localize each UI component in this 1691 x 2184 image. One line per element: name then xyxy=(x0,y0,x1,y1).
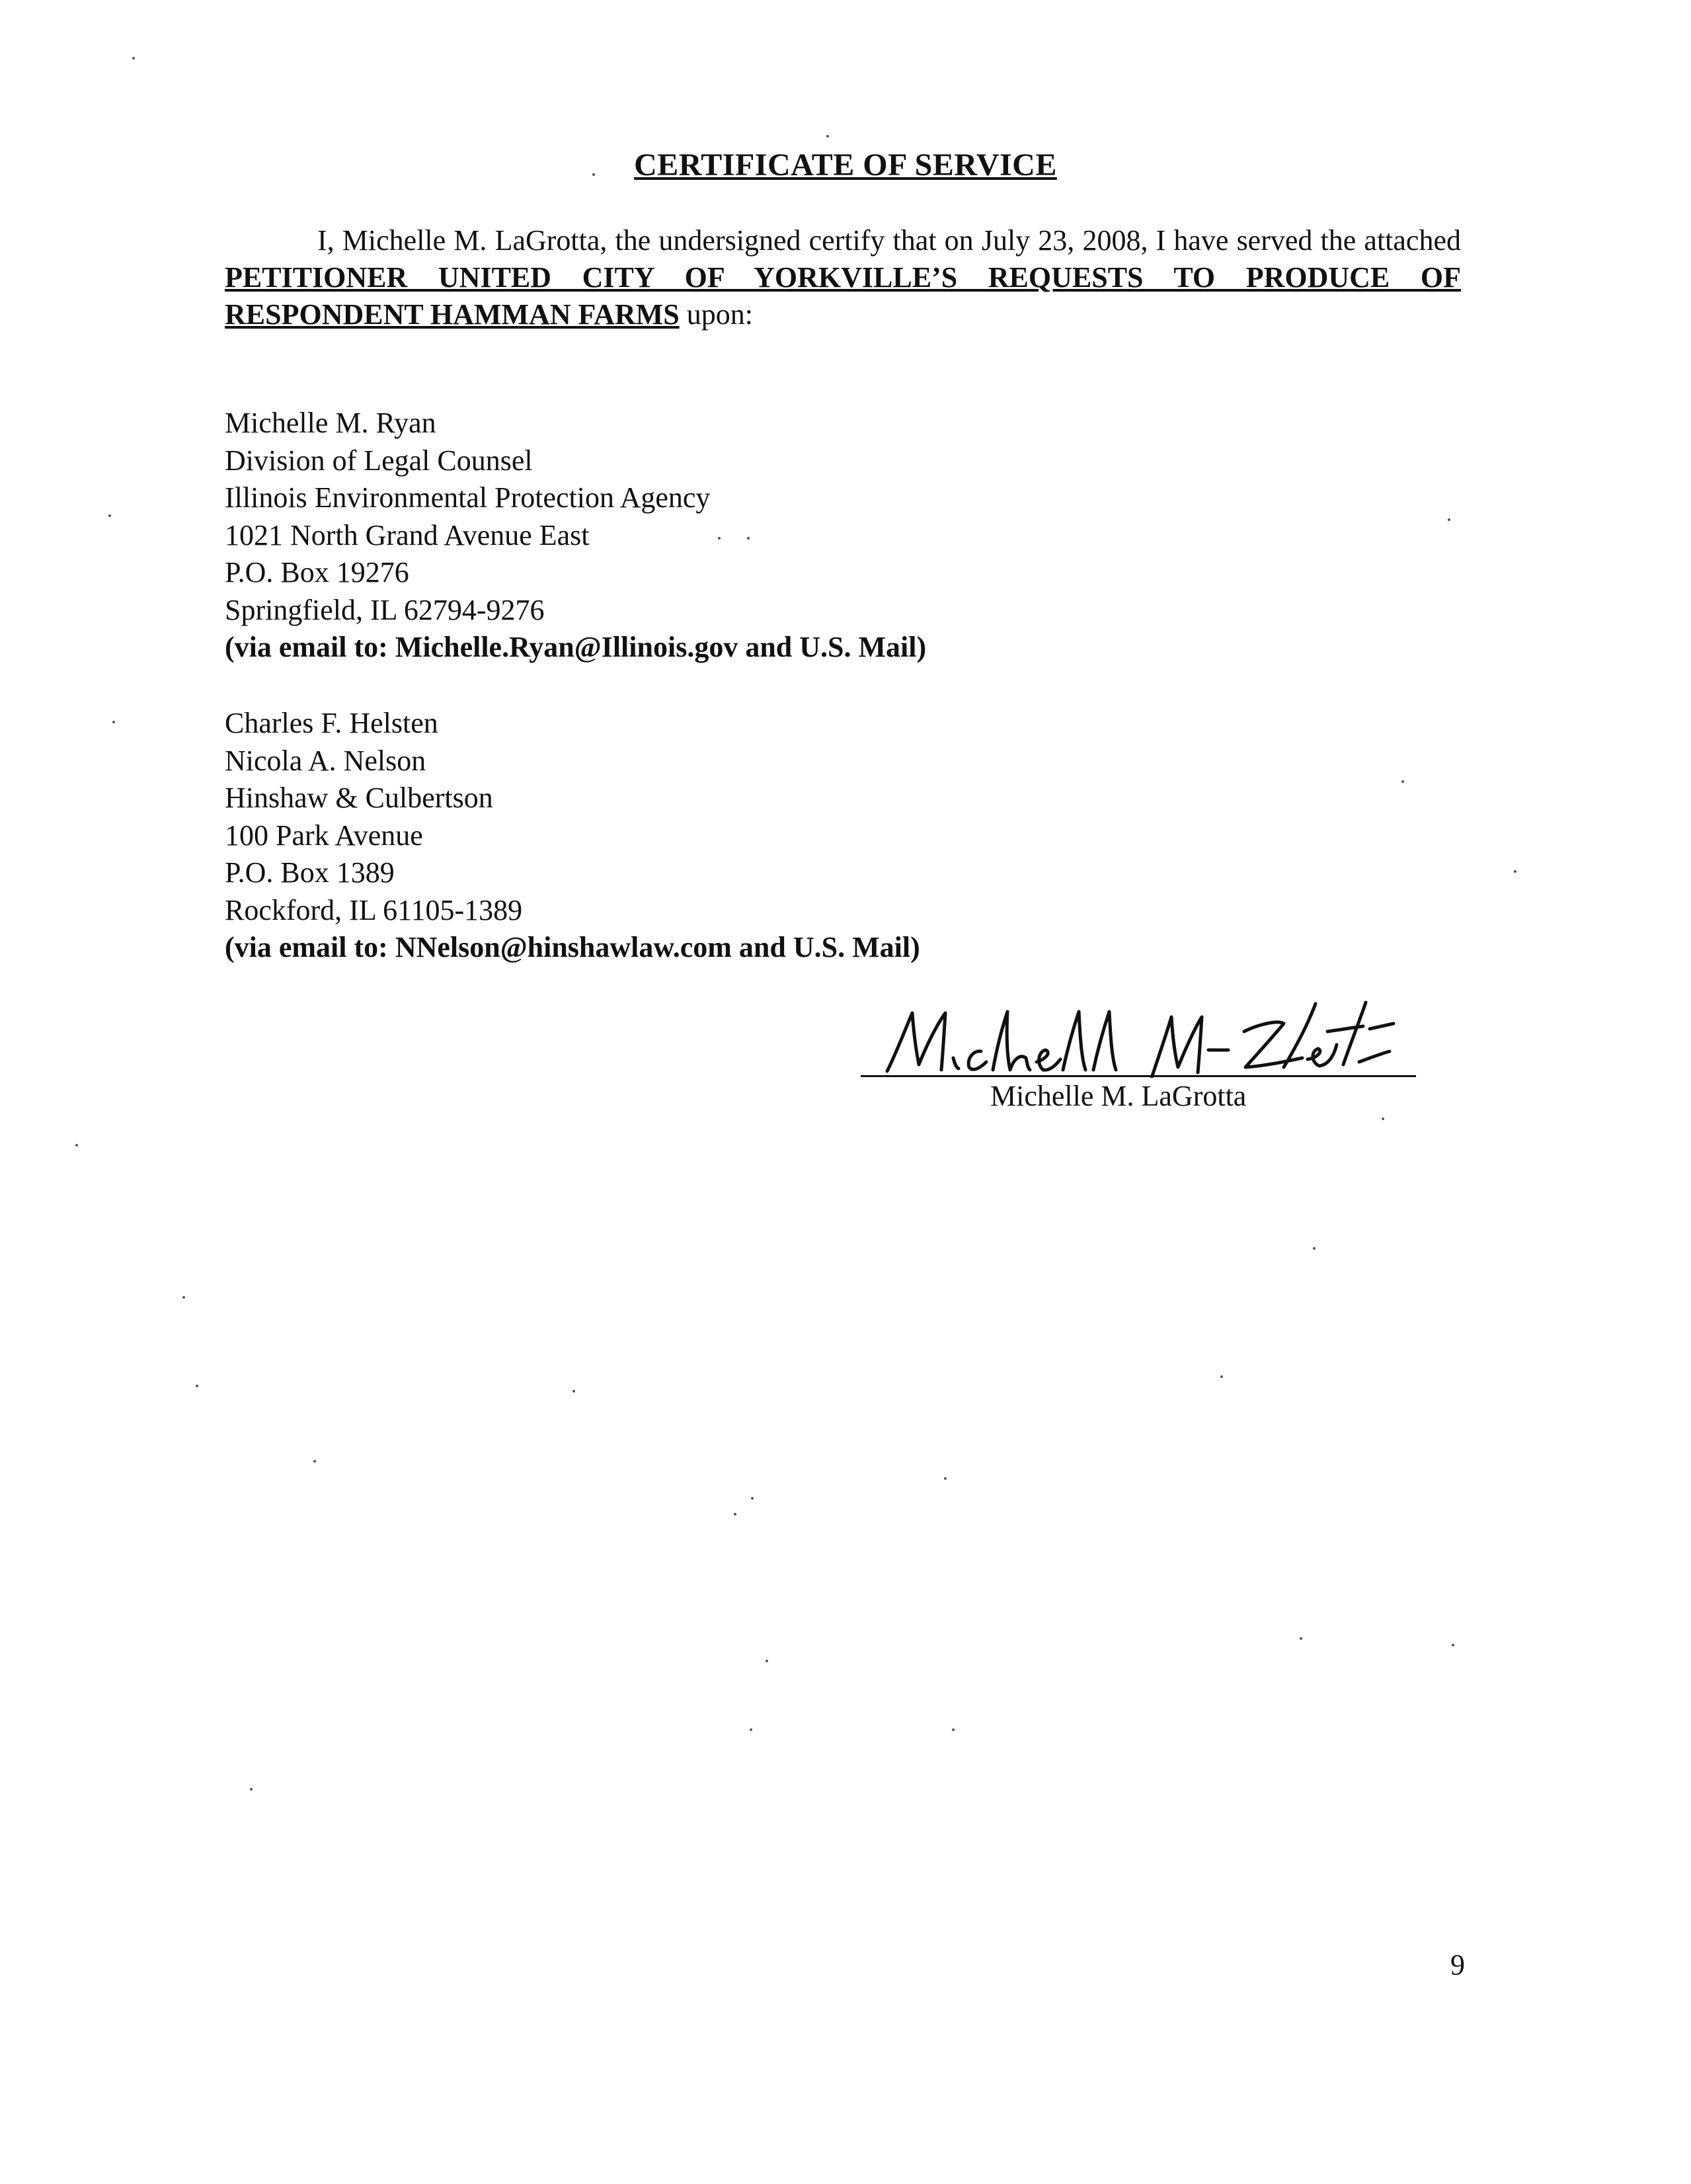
scan-speck xyxy=(751,1497,754,1500)
scan-speck xyxy=(108,514,111,517)
scan-speck xyxy=(1220,1375,1223,1378)
scan-speck xyxy=(196,1385,198,1387)
intro-start: I, Michelle M. LaGrotta, the undersigned certify that on July 23, 2008, I have served the attached xyxy=(317,224,1461,257)
recipient-address-1 xyxy=(225,405,926,667)
recipient-city: Rockford, IL 61105-1389 xyxy=(225,893,523,926)
scan-speck xyxy=(182,1296,185,1299)
certificate-title: CERTIFICATE OF SERVICE xyxy=(634,147,1057,182)
scan-speck xyxy=(718,537,721,540)
recipient-organization: Illinois Environmental Protection Agency xyxy=(225,481,711,514)
scan-speck xyxy=(750,1728,752,1731)
scan-speck xyxy=(250,1788,253,1791)
recipient-po-box: P.O. Box 19276 xyxy=(225,556,409,588)
intro-end: upon: xyxy=(679,298,753,331)
served-document-title: PETITIONER UNITED CITY OF YORKVILLE’S REQUESTS TO PRODUCE OF RESPONDENT HAMMAN FARMS xyxy=(225,261,1461,331)
scan-speck xyxy=(592,173,595,176)
scan-speck xyxy=(1514,870,1516,873)
scan-speck xyxy=(75,1144,78,1147)
recipient-name: Charles F. Helsten xyxy=(225,707,438,739)
recipient-name: Michelle M. Ryan xyxy=(225,407,436,439)
scan-speck xyxy=(1452,1644,1454,1646)
recipient-city: Springfield, IL 62794-9276 xyxy=(225,593,545,626)
recipient-delivery-method: (via email to: Michelle.Ryan@Illinois.gov and U.S. Mail) xyxy=(225,631,927,663)
recipient-firm: Hinshaw & Culbertson xyxy=(225,782,493,814)
scan-speck xyxy=(826,135,829,138)
scan-speck xyxy=(944,1477,947,1480)
scan-speck xyxy=(1300,1637,1302,1640)
recipient-division: Division of Legal Counsel xyxy=(225,444,533,477)
scan-speck xyxy=(132,57,135,60)
scan-speck xyxy=(747,537,750,540)
scan-speck xyxy=(572,1390,575,1393)
recipient-delivery-method: (via email to: NNelson@hinshawlaw.com and U.S. Mail) xyxy=(225,931,920,963)
scan-speck xyxy=(112,721,115,723)
scan-speck xyxy=(1313,1247,1316,1250)
certification-text xyxy=(225,222,1461,333)
page-number: 9 xyxy=(1450,1949,1465,1981)
scan-speck xyxy=(313,1460,316,1463)
handwritten-signature xyxy=(861,998,1416,1078)
recipient-po-box: P.O. Box 1389 xyxy=(225,856,395,889)
scan-speck xyxy=(1448,518,1450,521)
signer-printed-name: Michelle M. LaGrotta xyxy=(990,1080,1247,1112)
recipient-street: 100 Park Avenue xyxy=(225,819,423,852)
recipient-street: 1021 North Grand Avenue East xyxy=(225,518,590,551)
recipient-name-2: Nicola A. Nelson xyxy=(225,744,426,777)
scan-speck xyxy=(1382,1117,1384,1120)
signature-block xyxy=(861,998,1416,1117)
recipient-address-2 xyxy=(225,705,920,967)
certification-paragraph xyxy=(225,222,1461,333)
signature-line xyxy=(861,1075,1416,1077)
scan-speck xyxy=(734,1513,736,1516)
scan-speck xyxy=(952,1728,955,1731)
scan-speck xyxy=(766,1660,768,1662)
scan-speck xyxy=(1401,780,1404,783)
